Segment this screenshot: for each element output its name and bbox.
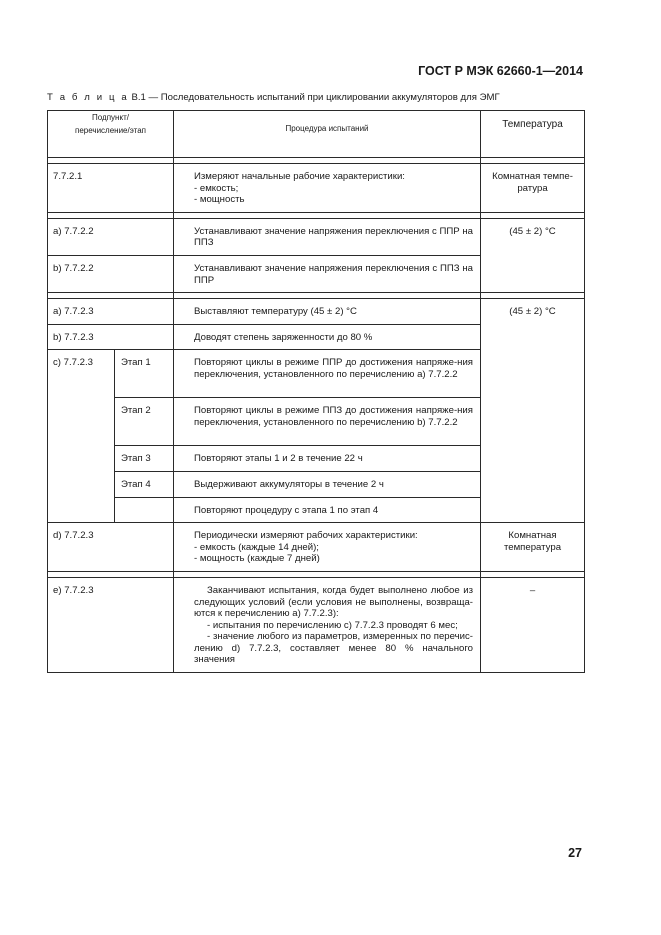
header-subclause: Подпункт/ перечисление/этап: [48, 111, 174, 158]
header-procedure: Процедура испытаний: [174, 111, 481, 158]
row-subclause: 7.7.2.1: [48, 164, 174, 213]
table-row: [48, 218, 585, 255]
row-procedure: Устанавливают значение напряжения переключения с ППР на ППЗ: [174, 218, 481, 255]
table-caption: [47, 92, 500, 103]
row-stage: [115, 497, 174, 523]
header-temperature: Температура: [481, 111, 585, 158]
row-stage: Этап 1: [115, 350, 174, 398]
table-row: [48, 299, 585, 325]
row-procedure: Выставляют температуру (45 ± 2) °С: [174, 299, 481, 325]
row-procedure: Доводят степень заряженности до 80 %: [174, 324, 481, 350]
row-stage: Этап 4: [115, 471, 174, 497]
row-subclause: b) 7.7.2.2: [48, 255, 174, 292]
row-subclause: a) 7.7.2.2: [48, 218, 174, 255]
test-sequence-table: [47, 110, 585, 673]
row-procedure: Повторяют циклы в режиме ППЗ до достижения напряже-ния переключения, установленного по перечислению b) 7.7.2.2: [174, 398, 481, 446]
table-header-row: [48, 111, 585, 158]
row-procedure: Периодически измеряют рабочих характеристики: - емкость (каждые 14 дней); - мощность (каждые 7 дней): [174, 523, 481, 572]
row-temperature: (45 ± 2) °С: [481, 218, 585, 292]
row-subclause: e) 7.7.2.3: [48, 577, 174, 672]
table-row: [48, 577, 585, 672]
row-procedure: Повторяют циклы в режиме ППР до достижения напряже-ния переключения, установленного по перечислению a) 7.7.2.2: [174, 350, 481, 398]
document-code: ГОСТ Р МЭК 62660-1—2014: [418, 64, 583, 78]
row-subclause: a) 7.7.2.3: [48, 299, 174, 325]
row-stage: Этап 2: [115, 398, 174, 446]
row-temperature: (45 ± 2) °С: [481, 299, 585, 523]
table-row: [48, 523, 585, 572]
row-procedure: Устанавливают значение напряжения переключения с ППЗ на ППР: [174, 255, 481, 292]
table-caption-label: Т а б л и ц а: [47, 92, 129, 103]
row-stage: Этап 3: [115, 446, 174, 472]
row-subclause: c) 7.7.2.3: [48, 350, 115, 523]
row-procedure: Повторяют этапы 1 и 2 в течение 22 ч: [174, 446, 481, 472]
row-procedure: Повторяют процедуру с этапа 1 по этап 4: [174, 497, 481, 523]
row-temperature: Комнатная температура: [481, 523, 585, 572]
page-number: 27: [568, 846, 582, 860]
row-temperature: –: [481, 577, 585, 672]
row-procedure: Заканчивают испытания, когда будет выполнено любое из следующих условий (если условия не выполнены, возвраща-ются к перечислению a) 7.7.2.3): - испытания по перечислению c) 7.7.2.3 проводят 6 мес; - значение любого из параметров, измеренных по перечис-лению d) 7.7.2.3, составляет менее 80 % начального значения: [174, 577, 481, 672]
table-caption-text: В.1 — Последовательность испытаний при циклировании аккумуляторов для ЭМГ: [131, 92, 500, 103]
row-procedure: Измеряют начальные рабочие характеристики: - емкость; - мощность: [174, 164, 481, 213]
row-subclause: d) 7.7.2.3: [48, 523, 174, 572]
row-temperature: Комнатная темпе-ратура: [481, 164, 585, 213]
table-row: [48, 164, 585, 213]
row-subclause: b) 7.7.2.3: [48, 324, 174, 350]
row-procedure: Выдерживают аккумуляторы в течение 2 ч: [174, 471, 481, 497]
